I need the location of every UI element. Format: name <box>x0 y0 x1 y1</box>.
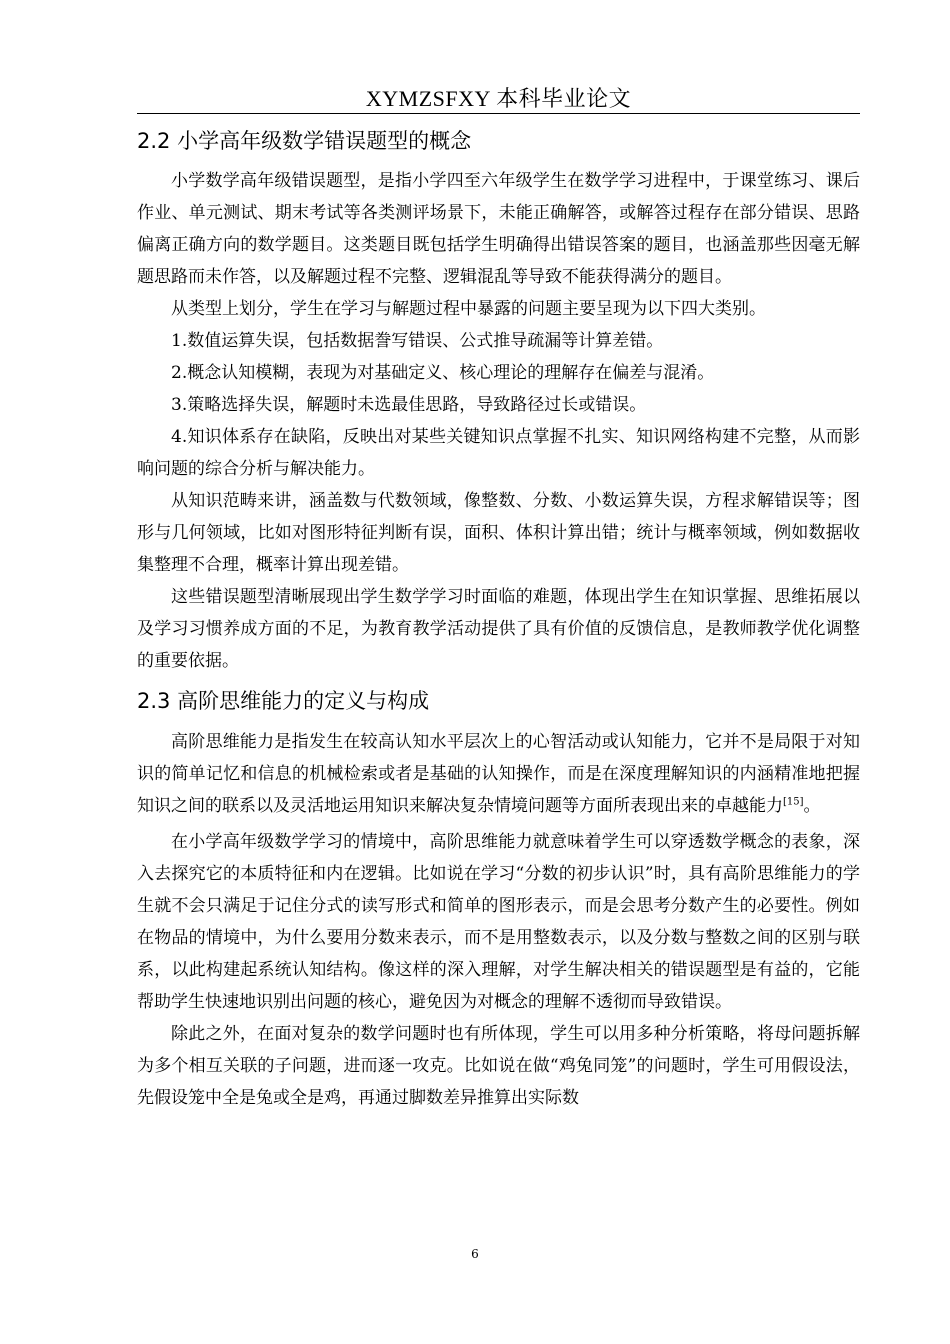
paragraph: 从类型上划分，学生在学习与解题过程中暴露的问题主要呈现为以下四大类别。 <box>171 299 766 319</box>
paragraph: 除此之外，在面对复杂的数学问题时也有所体现，学生可以用多种分析策略，将母问题拆解为多个相互关联的子问题，进而逐一攻克。比如说在做“鸡兔同笼”的问题时，学生可用假设法，先假设笼中全是兔或全是鸡，再通过脚数差异推算出实际数 <box>137 1024 860 1108</box>
paragraph: 这些错误题型清晰展现出学生数学学习时面临的难题，体现出学生在知识掌握、思维拓展以及学习习惯养成方面的不足，为教育教学活动提供了具有价值的反馈信息，是教师教学优化调整的重要依据。 <box>137 587 860 671</box>
section-2-3-heading: 2.3 高阶思维能力的定义与构成 <box>137 689 430 713</box>
paragraph: 从知识范畴来讲，涵盖数与代数领域，像整数、分数、小数运算失误，方程求解错误等；图形与几何领域，比如对图形特征判断有误，面积、体积计算出错；统计与概率领域，例如数据收集整理不合理，概率计算出现差错。 <box>137 491 860 575</box>
list-item: 2.概念认知模糊，表现为对基础定义、核心理论的理解存在偏差与混淆。 <box>171 363 715 383</box>
paragraph-end: 。 <box>803 796 821 816</box>
list-item: 3.策略选择失误，解题时未选最佳思路，导致路径过长或错误。 <box>171 395 647 415</box>
running-header: XYMZSFXY 本科毕业论文 <box>365 86 632 111</box>
paragraph: 小学数学高年级错误题型，是指小学四至六年级学生在数学学习进程中，于课堂练习、课后作业、单元测试、期末考试等各类测评场景下，未能正确解答，或解答过程存在部分错误、思路偏离正确方向的数学题目。这类题目既包括学生明确得出错误答案的题目，也涵盖那些因毫无解题思路而未作答，以及解题过程不完整、逻辑混乱等导致不能获得满分的题目。 <box>137 171 860 287</box>
citation-reference: [15] <box>783 796 804 808</box>
list-item: 4.知识体系存在缺陷，反映出对某些关键知识点掌握不扎实、知识网络构建不完整，从而影响问题的综合分析与解决能力。 <box>137 427 860 479</box>
page-number: 6 <box>471 1247 479 1261</box>
list-item: 1.数值运算失误，包括数据誊写错误、公式推导疏漏等计算差错。 <box>171 331 664 351</box>
section-2-2-heading: 2.2 小学高年级数学错误题型的概念 <box>137 129 472 153</box>
paragraph: 在小学高年级数学学习的情境中，高阶思维能力就意味着学生可以穿透数学概念的表象，深入去探究它的本质特征和内在逻辑。比如说在学习“分数的初步认识”时，具有高阶思维能力的学生就不会只满足于记住分式的读写形式和简单的图形表示，而是会思考分数产生的必要性。例如在物品的情境中，为什么要用分数来表示，而不是用整数表示，以及分数与整数之间的区别与联系，以此构建起系统认知结构。像这样的深入理解，对学生解决相关的错误题型是有益的，它能帮助学生快速地识别出问题的核心，避免因为对概念的理解不透彻而导致错误。 <box>137 832 860 1012</box>
header-divider <box>137 113 860 114</box>
paragraph-text: 高阶思维能力是指发生在较高认知水平层次上的心智活动或认知能力，它并不是局限于对知识的简单记忆和信息的机械检索或者是基础的认知操作，而是在深度理解知识的内涵精准地把握知识之间的联系以及灵活地运用知识来解决复杂情境问题等方面所表现出来的卓越能力 <box>137 732 860 816</box>
paragraph <box>137 726 860 822</box>
page-body <box>137 122 860 1114</box>
